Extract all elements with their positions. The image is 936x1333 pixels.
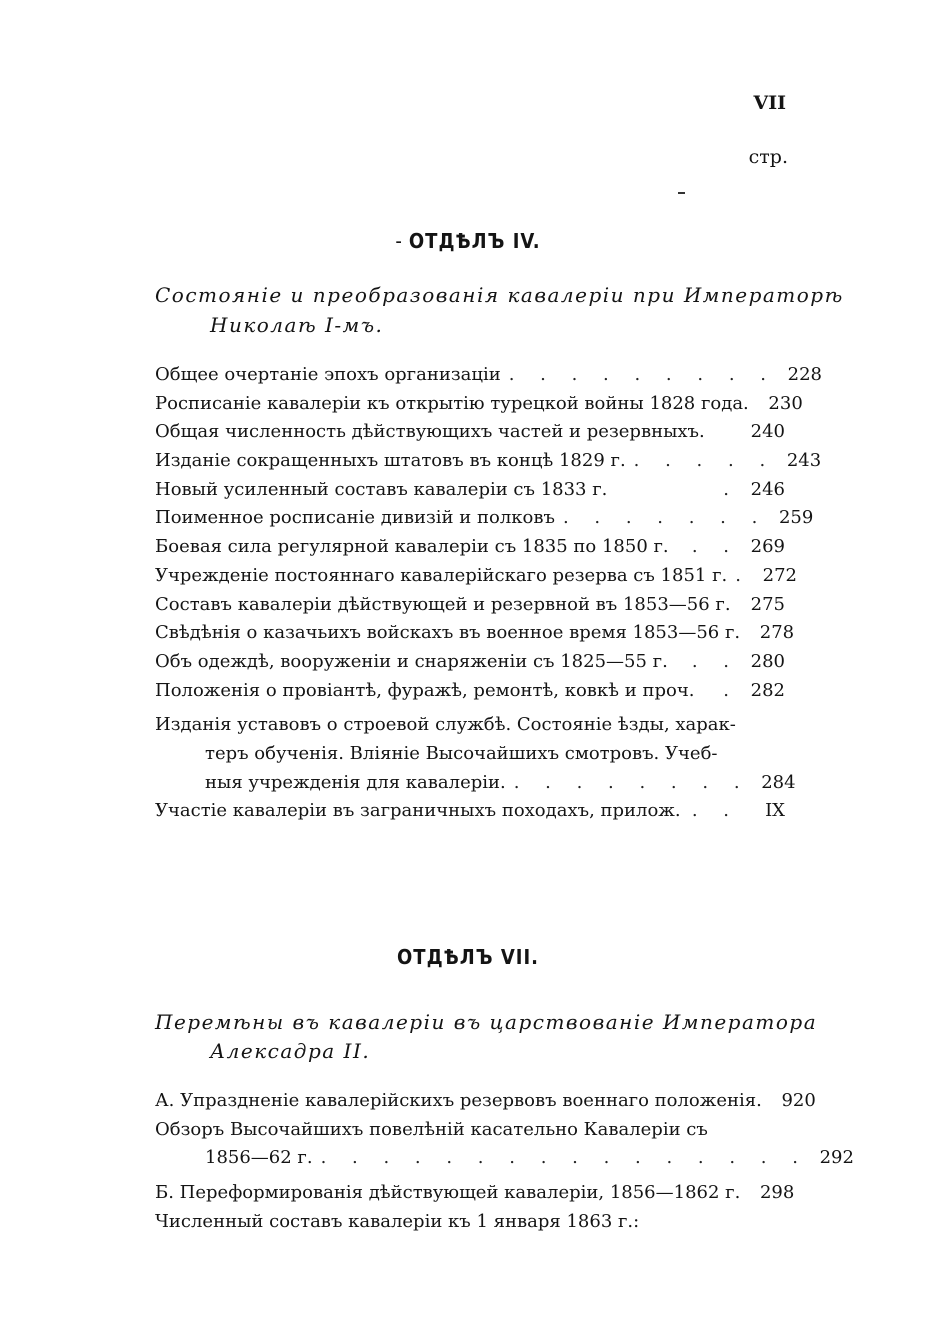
toc-entry: Общее очертаніе эпохъ организаціи . . . . . . . . . 228: [155, 364, 822, 385]
section-7-subtitle-line1: Перемѣны въ кавалеріи въ царствованіе Императора: [155, 1010, 818, 1034]
toc-entry-multiline: теръ обученія. Вліяніе Высочайшихъ смотровъ. Учеб-: [205, 742, 718, 764]
toc-entry-multiline: Изданія уставовъ о строевой службѣ. Состояніе ѣзды, харак-: [155, 714, 736, 736]
toc-entry: Поименное росписаніе дивизій и полковъ . . . . . . . 259: [155, 507, 814, 529]
toc-entry-multiline: 1856—62 г. . . . . . . . . . . . . . . . . 292: [205, 1147, 854, 1169]
toc-entry-multiline: ныя учрежденія для кавалеріи. . . . . . . . . 284: [205, 771, 796, 793]
toc-entry: Общая численность дѣйствующихъ частей и резервныхъ. 240: [155, 421, 785, 443]
toc-entry: Составъ кавалеріи дѣйствующей и резервной въ 1853—56 г. 275: [155, 593, 785, 615]
toc-entry: Объ одеждѣ, вооруженіи и снаряженіи съ 1825—55 г. . . 280: [155, 650, 785, 672]
page-number: VII: [753, 92, 786, 114]
section-7-subtitle-line2: Алексадра II.: [210, 1039, 371, 1063]
page-column-label: стр.: [748, 146, 788, 168]
toc-entry: Свѣдѣнія о казачьихъ войскахъ въ военное время 1853—56 г. 278: [155, 622, 795, 644]
toc-entry: Росписаніе кавалеріи къ открытію турецкой войны 1828 года. 230: [155, 392, 803, 414]
print-mark: [678, 192, 685, 194]
toc-entry: Численный составъ кавалеріи къ 1 января 1863 г.:: [155, 1210, 640, 1232]
section-7-toc: [155, 1087, 854, 1236]
toc-entry: Положенія о провіантѣ, фуражѣ, ремонтѣ, ковкѣ и проч. . 282: [155, 679, 785, 701]
section-7-title: ОТДѢЛЪ VII.: [397, 945, 539, 969]
section-4-toc: [155, 361, 822, 826]
toc-entry: Б. Переформированія дѣйствующей кавалеріи, 1856—1862 г. 298: [155, 1182, 795, 1204]
section-4-subtitle-line1: Состояніе и преобразованія кавалеріи при Императорѣ: [155, 283, 844, 307]
toc-entry: Учрежденіе постояннаго кавалерійскаго резерва съ 1851 г. . 272: [155, 564, 797, 586]
toc-entry: Участіе кавалеріи въ заграничныхъ походахъ, прилож. . . IX: [155, 800, 785, 822]
toc-entry: Изданіе сокращенныхъ штатовъ въ концѣ 1829 г. . . . . . 243: [155, 450, 822, 472]
toc-entry: А. Упраздненіе кавалерійскихъ резервовъ военнаго положенія. 920: [155, 1090, 816, 1111]
toc-entry: Новый усиленный составъ кавалеріи съ 1833 г. . 246: [155, 478, 785, 500]
section-4-subtitle-line2: Николаѣ I-мъ.: [210, 313, 384, 337]
section-4-title: - ОТДѢЛЪ IV.: [395, 229, 541, 253]
toc-entry-multiline: Обзоръ Высочайшихъ повелѣній касательно Кавалеріи съ: [155, 1118, 708, 1140]
toc-entry: Боевая сила регулярной кавалеріи съ 1835 по 1850 г. . . 269: [155, 536, 785, 558]
